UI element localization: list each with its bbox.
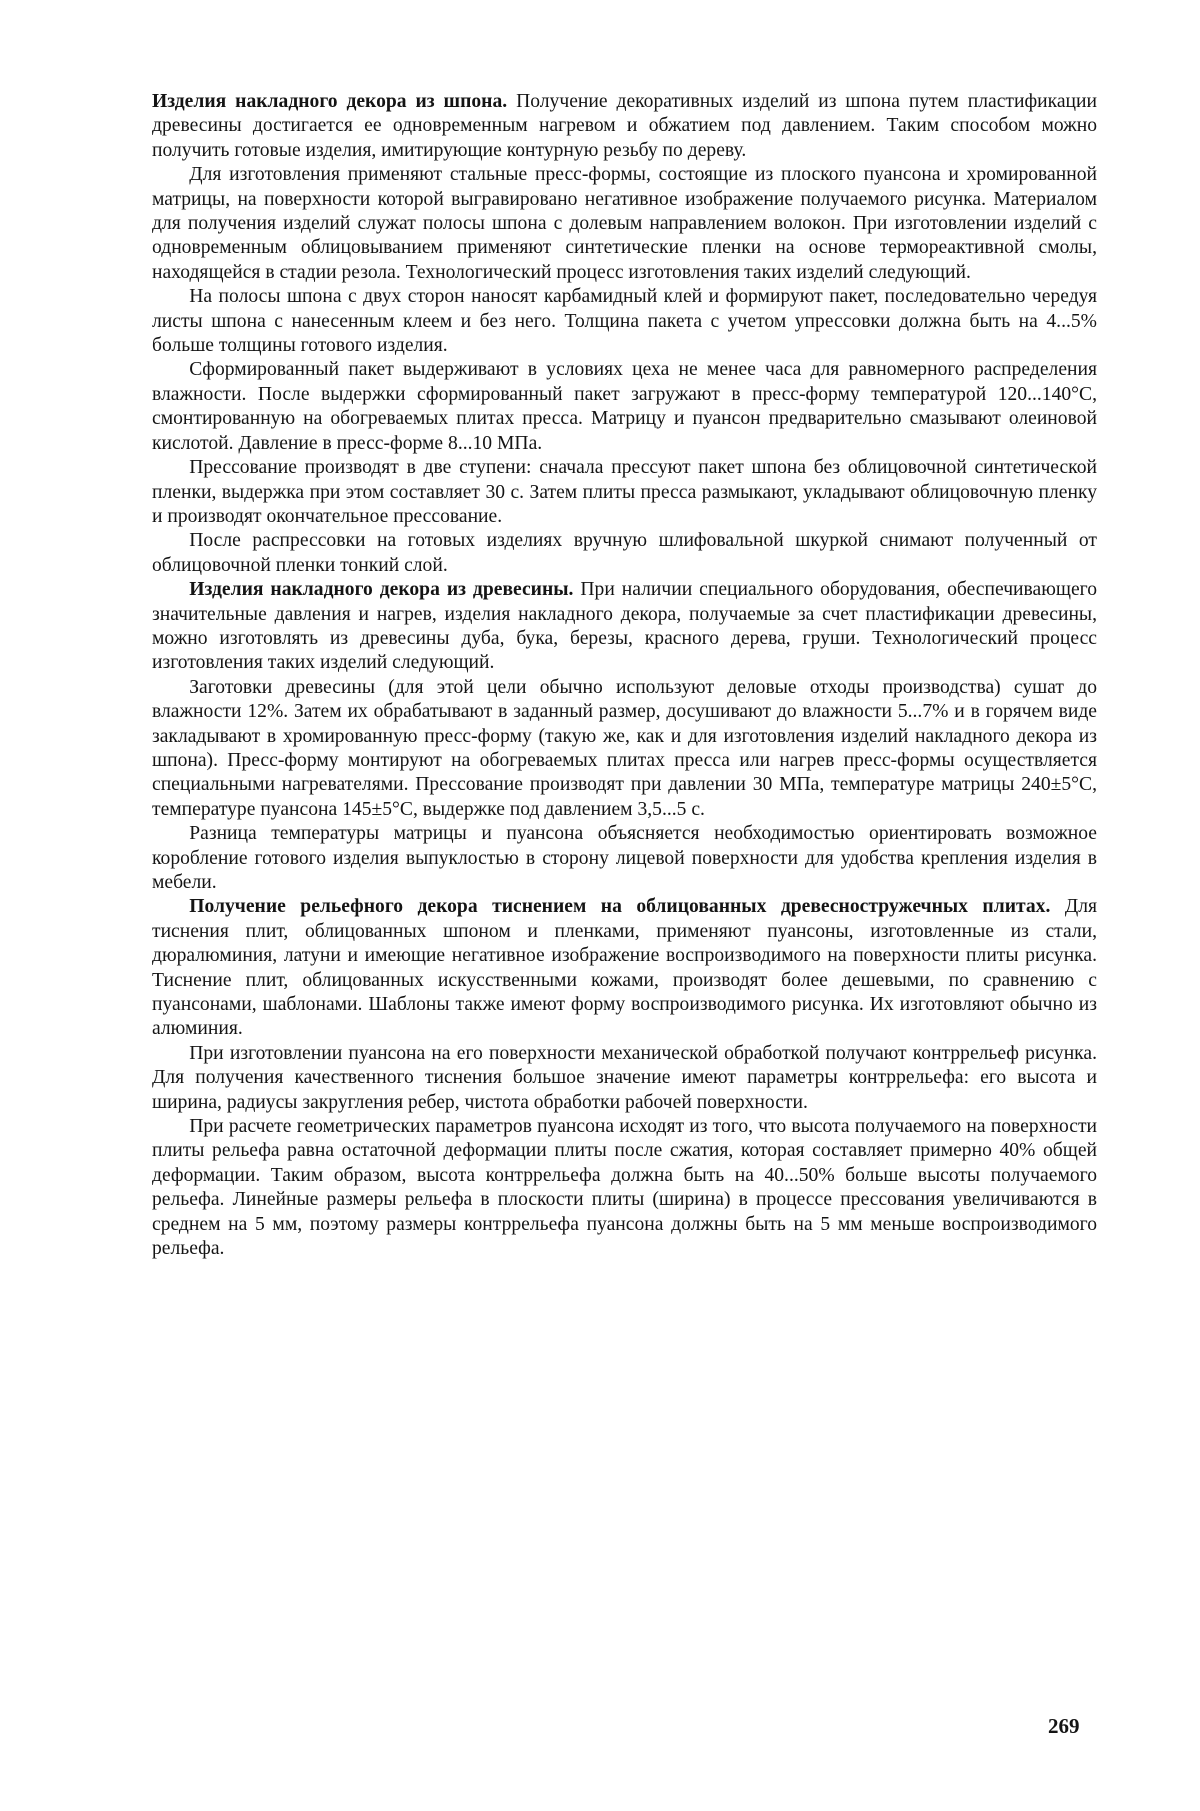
paragraph-4 [152, 358, 1097, 456]
paragraph-text: Для тиснения плит, облицованных шпоном и пленками, применяют пуансоны, изготовленные из стали, дюралюминия, латуни и имеющие негативное изображение воспроизводимого на поверхности плиты рисунка. Тиснение плит, облицованных искусственными кожами, производят более дешевыми, по сравнению с пуансонами, шаблонами. Шаблоны также имеют форму воспроизводимого рисунка. Их изготовляют обычно из алюминия. [152, 896, 1097, 1040]
paragraph-10 [152, 895, 1097, 1041]
paragraph-text: На полосы шпона с двух сторон наносят карбамидный клей и формируют пакет, последовательно чередуя листы шпона с нанесенным клеем и без него. Толщина пакета с учетом упрессовки должна быть на 4...5% больше толщины готового изделия. [152, 286, 1097, 357]
paragraph-text: Заготовки древесины (для этой цели обычно используют деловые отходы производства) сушат до влажности 12%. Затем их обрабатывают в заданный размер, досушивают до влажности 5...7% и в горячем виде закладывают в хромированную пресс-форму (такую же, как и для изготовления изделий накладного декора из шпона). Пресс-форму монтируют на обогреваемых плитах пресса или нагрев пресс-формы осуществляется специальными нагревателями. Прессование производят при давлении 30 МПа, температуре матрицы 240±5°С, температуре пуансона 145±5°С, выдержке под давлением 3,5...5 с. [152, 676, 1097, 820]
paragraph-text: Разница температуры матрицы и пуансона объясняется необходимостью ориентировать возможное коробление готового изделия выпуклостью в сторону лицевой поверхности для удобства крепления изделия в мебели. [152, 823, 1097, 893]
paragraph-text: При изготовлении пуансона на его поверхности механической обработкой получают контррельеф рисунка. Для получения качественного тиснения большое значение имеют параметры контррельефа: его высота и ширина, радиусы закругления ребер, чистота обработки рабочей поверхности. [152, 1042, 1097, 1113]
paragraph-text: Сформированный пакет выдерживают в условиях цеха не менее часа для равномерного распределения влажности. После выдержки сформированный пакет загружают в пресс-форму температурой 120...140°С, смонтированную на обогреваемых плитах пресса. Матрицу и пуансон предварительно смазывают олеиновой кислотой. Давление в пресс-форме 8...10 МПа. [152, 359, 1097, 454]
section-heading-wood-decor: Изделия накладного декора из древесины. [189, 579, 574, 601]
paragraph-5 [152, 456, 1097, 529]
paragraph-text: Получение декоративных изделий из шпона путем пластификации древесины достигается ее одновременным нагревом и обжатием под давлением. Таким способом можно получить готовые изделия, имитирующие контурную резьбу по дереву. [152, 91, 1098, 161]
paragraph-text: После распрессовки на готовых изделиях вручную шлифовальной шкуркой снимают полученный от облицовочной пленки тонкий слой. [152, 530, 1097, 576]
paragraph-text: Прессование производят в две ступени: сначала прессуют пакет шпона без облицовочной синтетической пленки, выдержка при этом составляет 30 с. Затем плиты пресса размыкают, укладывают облицовочную пленку и производят окончательное прессование. [152, 457, 1097, 527]
paragraph-9 [152, 822, 1097, 895]
paragraph-6 [152, 529, 1097, 578]
paragraph-2 [152, 163, 1097, 285]
page-number: 269 [1048, 1714, 1080, 1738]
paragraph-12 [152, 1115, 1097, 1261]
paragraph-1 [152, 90, 1097, 163]
page-body [152, 90, 1097, 1262]
paragraph-text: При расчете геометрических параметров пуансона исходят из того, что высота получаемого на поверхности плиты рельефа равна остаточной деформации плиты после сжатия, которая составляет примерно 40% общей деформации. Таким образом, высота контррельефа должна быть на 40...50% больше высоты получаемого рельефа. Линейные размеры рельефа в плоскости плиты (ширина) в процессе прессования увеличиваются в среднем на 5 мм, поэтому размеры контррельефа пуансона должны быть на 5 мм меньше воспроизводимого рельефа. [152, 1116, 1097, 1260]
paragraph-text: Для изготовления применяют стальные пресс-формы, состоящие из плоского пуансона и хромированной матрицы, на поверхности которой выгравировано негативное изображение получаемого рисунка. Материалом для получения изделий служат полосы шпона с долевым направлением волокон. При изготовлении изделий с одновременным облицовыванием применяют синтетические пленки на основе термореактивной смолы, находящейся в стадии резола. Технологический процесс изготовления таких изделий следующий. [152, 164, 1097, 283]
paragraph-11 [152, 1042, 1097, 1115]
paragraph-text: При наличии специального оборудования, обеспечивающего значительные давления и нагрев, изделия накладного декора, получаемые за счет пластификации древесины, можно изготовлять из древесины дуба, бука, березы, красного дерева, груши. Технологический процесс изготовления таких изделий следующий. [152, 579, 1097, 674]
paragraph-3 [152, 285, 1097, 358]
section-heading-veneer-decor: Изделия накладного декора из шпона. [152, 91, 508, 112]
paragraph-7 [152, 578, 1097, 676]
section-heading-relief-embossing: Получение рельефного декора тиснением на облицованных древесностружечных плитах. [189, 896, 1051, 918]
paragraph-8 [152, 676, 1097, 822]
